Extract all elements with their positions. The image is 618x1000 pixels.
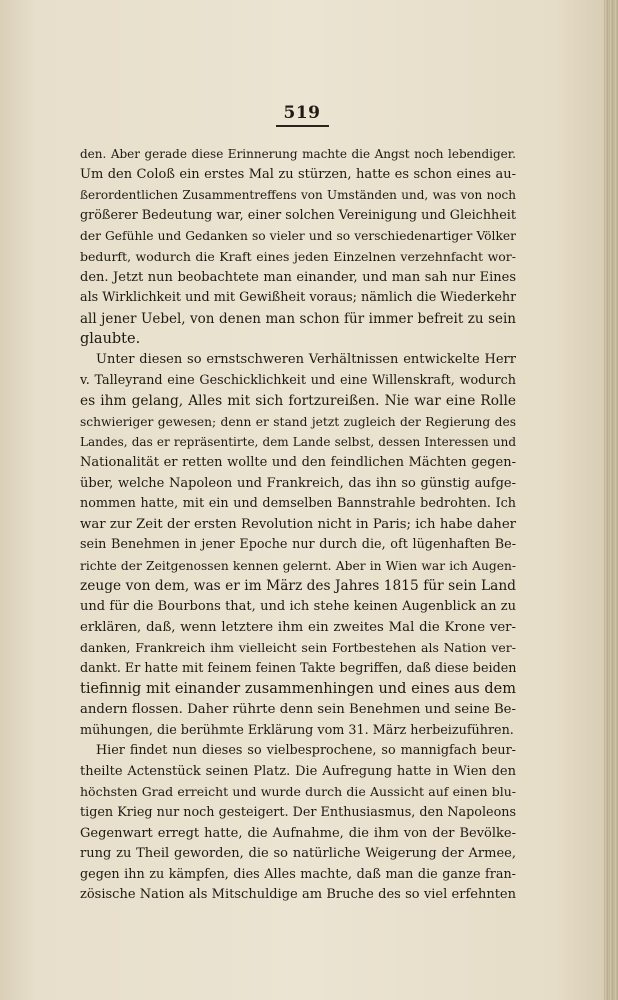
text-line: den. Jetzt nun beobachtete man einander, und man sah nur Eines <box>80 269 516 285</box>
text-line: und für die Bourbons that, und ich stehe keinen Augenblick an zu <box>80 599 516 615</box>
text-line: Nationalität er retten wollte und den feindlichen Mächten gegen- <box>80 454 516 470</box>
text-line: es ihm gelang, Alles mit sich fortzureißen. Nie war eine Rolle <box>80 393 516 410</box>
text-line: Landes, das er repräsentirte, dem Lande selbst, dessen Interessen und <box>80 435 516 450</box>
text-line: v. Talleyrand eine Geschicklichkeit und eine Willenskraft, wodurch <box>80 372 516 388</box>
page-header <box>0 103 604 127</box>
text-line: tigen Krieg nur noch gesteigert. Der Enthusiasmus, den Napoleons <box>80 805 516 820</box>
text-line: zösische Nation als Mitschuldige am Bruche des so viel erfehnten <box>80 887 516 903</box>
text-line: richte der Zeitgenossen kennen gelernt. Aber in Wien war ich Augen- <box>80 558 516 573</box>
text-line: der Gefühle und Gedanken so vieler und so verschiedenartiger Völker <box>80 229 516 244</box>
text-line: ßerordentlichen Zusammentreffens von Umständen und, was von noch <box>80 188 516 203</box>
text-line: den. Aber gerade diese Erinnerung machte die Angst noch lebendiger. <box>80 147 516 161</box>
text-line: über, welche Napoleon und Frankreich, das ihn so günstig aufge- <box>80 475 516 491</box>
text-line: all jener Uebel, von denen man schon für immer befreit zu sein <box>80 310 516 327</box>
text-line: glaubte. <box>80 331 141 348</box>
text-line: rung zu Theil geworden, die so natürliche Weigerung der Armee, <box>80 846 516 862</box>
text-line: als Wirklichkeit und mit Gewißheit voraus; nämlich die Wiederkehr <box>80 290 516 306</box>
text-line: gegen ihn zu kämpfen, dies Alles machte, daß man die ganze fran- <box>80 866 516 882</box>
text-line: nommen hatte, mit ein und demselben Bannstrahle bedrohten. Ich <box>80 496 516 512</box>
text-line: höchsten Grad erreicht und wurde durch die Aussicht auf einen blu- <box>80 784 516 800</box>
text-line: schwieriger gewesen; denn er stand jetzt zugleich der Regierung des <box>80 414 516 429</box>
page-number: 519 <box>276 103 329 127</box>
text-line: dankt. Er hatte mit feinem feinen Takte begriffen, daß diese beiden <box>80 660 516 676</box>
text-line: erklären, daß, wenn letztere ihm ein zweites Mal die Krone ver- <box>80 619 516 635</box>
text-line: war zur Zeit der ersten Revolution nicht in Paris; ich habe daher <box>80 516 516 532</box>
text-line: sein Benehmen in jener Epoche nur durch die, oft lügenhaften Be- <box>80 537 516 553</box>
text-line: andern flossen. Daher rührte denn sein Benehmen und seine Be- <box>80 702 516 718</box>
text-line: Unter diesen so ernstschweren Verhältnissen entwickelte Herr <box>96 351 516 367</box>
page-edges <box>604 0 618 1000</box>
text-line: bedurft, wodurch die Kraft eines jeden Einzelnen verzehnfacht wor- <box>80 248 516 264</box>
text-line: mühungen, die berühmte Erklärung vom 31. März herbeizuführen. <box>80 722 514 738</box>
text-body <box>80 144 516 906</box>
text-line: Gegenwart erregt hatte, die Aufnahme, die ihm von der Bevölke- <box>80 825 516 841</box>
text-line: Hier findet nun dieses so vielbesprochene, so mannigfach beur- <box>96 743 516 759</box>
text-line: größerer Bedeutung war, einer solchen Vereinigung und Gleichheit <box>80 207 516 223</box>
text-line: Um den Coloß ein erstes Mal zu stürzen, hatte es schon eines au- <box>80 166 516 182</box>
text-line: tiefinnig mit einander zusammenhingen und eines aus dem <box>80 681 516 698</box>
text-line: zeuge von dem, was er im März des Jahres 1815 für sein Land <box>80 578 516 595</box>
text-line: danken, Frankreich ihm vielleicht sein Fortbestehen als Nation ver- <box>80 640 516 656</box>
text-line: theilte Actenstück seinen Platz. Die Aufregung hatte in Wien den <box>80 763 516 779</box>
